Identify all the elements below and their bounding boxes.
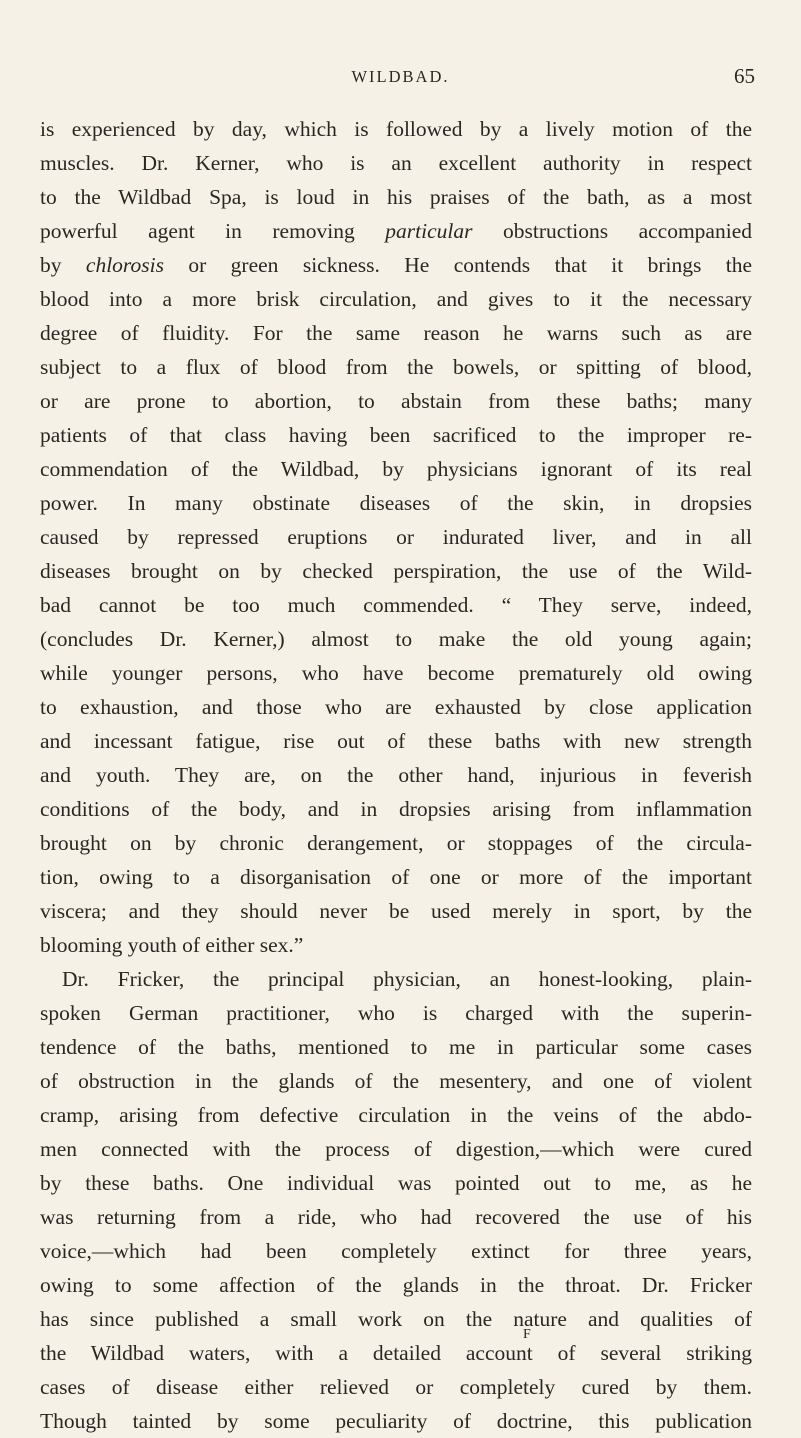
text-line: while younger persons, who have become prematurely old owing — [40, 661, 752, 685]
text-line: bad cannot be too much commended. “ They serve, indeed, — [40, 593, 752, 617]
text-line: or are prone to abortion, to abstain from these baths; many — [40, 389, 752, 413]
text-line: spoken German practitioner, who is charged with the superin- — [40, 1001, 752, 1025]
text-line: cases of disease either relieved or completely cured by them. — [40, 1375, 752, 1399]
text-segment: or green sickness. He contends that it brings the — [163, 253, 752, 277]
text-line: Though tainted by some peculiarity of doctrine, this publication — [40, 1409, 752, 1433]
text-line: diseases brought on by checked perspiration, the use of the Wild- — [40, 559, 752, 583]
text-line: the Wildbad waters, with a detailed account of several striking — [40, 1341, 752, 1365]
text-line: viscera; and they should never be used merely in sport, by the — [40, 899, 752, 923]
text-line: of obstruction in the glands of the mesentery, and one of violent — [40, 1069, 752, 1093]
text-line: conditions of the body, and in dropsies arising from inflammation — [40, 797, 752, 821]
text-line: patients of that class having been sacrificed to the improper re- — [40, 423, 752, 447]
signature-mark: F — [523, 1327, 532, 1342]
text-line: tion, owing to a disorganisation of one or more of the important — [40, 865, 752, 889]
body-text — [40, 112, 752, 1438]
text-line: to exhaustion, and those who are exhausted by close application — [40, 695, 752, 719]
text-line: and incessant fatigue, rise out of these baths with new strength — [40, 729, 752, 753]
text-line: blood into a more brisk circulation, and gives to it the necessary — [40, 287, 752, 311]
text-line: caused by repressed eruptions or indurated liver, and in all — [40, 525, 752, 549]
text-line: subject to a flux of blood from the bowels, or spitting of blood, — [40, 355, 752, 379]
running-title: WILDBAD. — [351, 67, 450, 86]
text-line: cramp, arising from defective circulation in the veins of the abdo- — [40, 1103, 752, 1127]
italic-term-chlorosis: chlorosis — [85, 253, 164, 277]
text-line: (concludes Dr. Kerner,) almost to make the old young again; — [40, 627, 752, 651]
text-line: to the Wildbad Spa, is loud in his praises of the bath, as a most — [40, 185, 752, 209]
text-line: blooming youth of either sex.” — [40, 933, 304, 957]
text-line: muscles. Dr. Kerner, who is an excellent authority in respect — [40, 151, 752, 175]
text-line — [40, 248, 752, 282]
running-head — [40, 62, 761, 92]
text-line: men connected with the process of digestion,—which were cured — [40, 1137, 752, 1161]
text-line: power. In many obstinate diseases of the skin, in dropsies — [40, 491, 752, 515]
text-line: is experienced by day, which is followed by a lively motion of the — [40, 117, 752, 141]
text-line: and youth. They are, on the other hand, injurious in feverish — [40, 763, 752, 787]
text-segment: obstructions accompanied — [472, 219, 752, 243]
text-line: degree of fluidity. For the same reason he warns such as are — [40, 321, 752, 345]
text-line: voice,—which had been completely extinct for three years, — [40, 1239, 752, 1263]
text-line: was returning from a ride, who had recovered the use of his — [40, 1205, 752, 1229]
text-line: Dr. Fricker, the principal physician, an honest-looking, plain- — [62, 967, 752, 991]
text-line — [40, 214, 752, 248]
text-segment: powerful agent in removing — [40, 219, 386, 243]
text-line: tendence of the baths, mentioned to me in particular some cases — [40, 1035, 752, 1059]
page-number: 65 — [734, 64, 755, 88]
text-line: owing to some affection of the glands in the throat. Dr. Fricker — [40, 1273, 752, 1297]
text-segment: by — [40, 253, 86, 277]
text-line: brought on by chronic derangement, or stoppages of the circula- — [40, 831, 752, 855]
text-line: has since published a small work on the nature and qualities of — [40, 1307, 752, 1331]
text-line: by these baths. One individual was pointed out to me, as he — [40, 1171, 752, 1195]
italic-term-particular: particular — [385, 219, 473, 243]
text-line: commendation of the Wildbad, by physicians ignorant of its real — [40, 457, 752, 481]
